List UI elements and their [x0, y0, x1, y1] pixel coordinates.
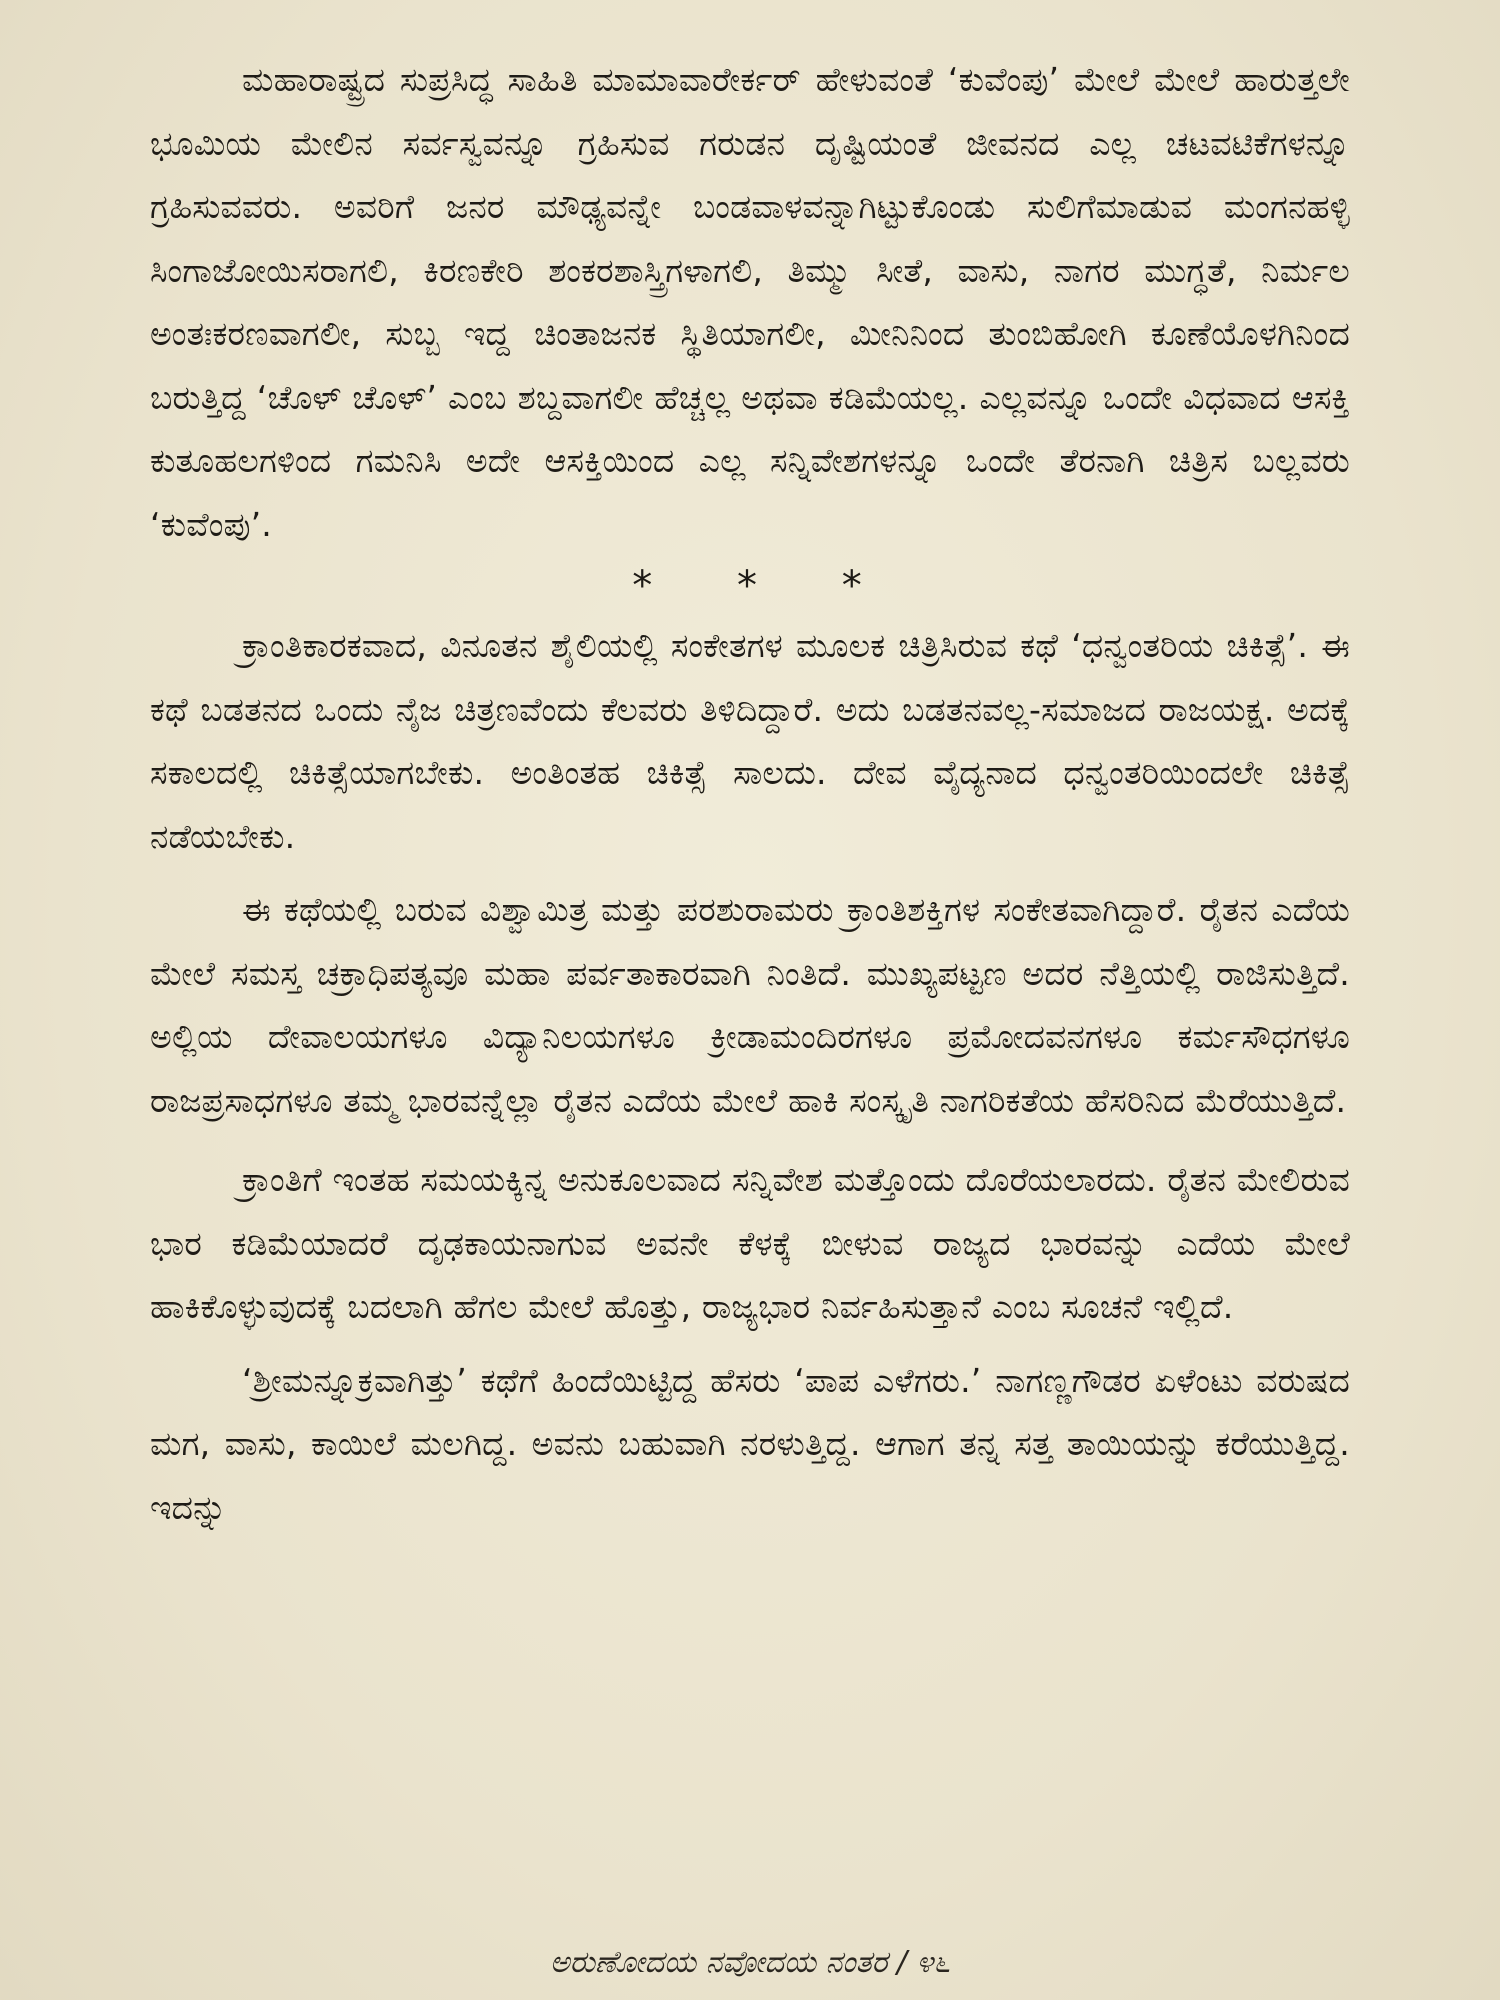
paragraph-4: ಕ್ರಾಂತಿಗೆ ಇಂತಹ ಸಮಯಕ್ಕಿನ್ನ ಅನುಕೂಲವಾದ ಸನ್ನಿವೇಶ ಮತ್ತೊಂದು ದೊರೆಯಲಾರದು. ರೈತನ ಮೇಲಿರುವ ಭಾರ ಕಡಿಮೆಯಾದರೆ ದೃಢಕಾಯನಾಗುವ ಅವನೇ ಕೆಳಕ್ಕೆ ಬೀಳುವ ರಾಜ್ಯದ ಭಾರವನ್ನು ಎದೆಯ ಮೇಲೆ ಹಾಕಿಕೊಳ್ಳುವುದಕ್ಕೆ ಬದಲಾಗಿ ಹೆಗಲ ಮೇಲೆ ಹೊತ್ತು, ರಾಜ್ಯಭಾರ ನಿರ್ವಹಿಸುತ್ತಾನೆ ಎಂಬ ಸೂಚನೆ ಇಲ್ಲಿದೆ. — [150, 1160, 1350, 1326]
body-text — [150, 48, 1350, 1539]
section-separator: * * * — [632, 563, 898, 609]
paragraph-1: ಮಹಾರಾಷ್ಟ್ರದ ಸುಪ್ರಸಿದ್ಧ ಸಾಹಿತಿ ಮಾಮಾವಾರೇರ್ಕರ್ ಹೇಳುವಂತೆ ‘ಕುವೆಂಪು’ ಮೇಲೆ ಮೇಲೆ ಹಾರುತ್ತಲೇ ಭೂಮಿಯ ಮೇಲಿನ ಸರ್ವಸ್ವವನ್ನೂ ಗ್ರಹಿಸುವ ಗರುಡನ ದೃಷ್ಟಿಯಂತೆ ಜೀವನದ ಎಲ್ಲ ಚಟವಟಿಕೆಗಳನ್ನೂ ಗ್ರಹಿಸುವವರು. ಅವರಿಗೆ ಜನರ ಮೌಢ್ಯವನ್ನೇ ಬಂಡವಾಳವನ್ನಾಗಿಟ್ಟುಕೊಂಡು ಸುಲಿಗೆಮಾಡುವ ಮಂಗನಹಳ್ಳಿ ಸಿಂಗಾಜೋಯಿಸರಾಗಲಿ, ಕಿರಣಕೇರಿ ಶಂಕರಶಾಸ್ತ್ರಿಗಳಾಗಲಿ, ತಿಮ್ಮು ಸೀತೆ, ವಾಸು, ನಾಗರ ಮುಗ್ಧತೆ, ನಿರ್ಮಲ ಅಂತಃಕರಣವಾಗಲೀ, ಸುಬ್ಬ ಇದ್ದ ಚಿಂತಾಜನಕ ಸ್ಥಿತಿಯಾಗಲೀ, ಮೀನಿನಿಂದ ತುಂಬಿಹೋಗಿ ಕೂಣೆಯೊಳಗಿನಿಂದ ಬರುತ್ತಿದ್ದ ‘ಚೊಳ್ ಚೊಳ್’ ಎಂಬ ಶಬ್ದವಾಗಲೀ ಹೆಚ್ಚಲ್ಲ ಅಥವಾ ಕಡಿಮೆಯಲ್ಲ. ಎಲ್ಲವನ್ನೂ ಒಂದೇ ವಿಧವಾದ ಆಸಕ್ತಿ ಕುತೂಹಲಗಳಿಂದ ಗಮನಿಸಿ ಅದೇ ಆಸಕ್ತಿಯಿಂದ ಎಲ್ಲ ಸನ್ನಿವೇಶಗಳನ್ನೂ ಒಂದೇ ತೆರನಾಗಿ ಚಿತ್ರಿಸ ಬಲ್ಲವರು ‘ಕುವೆಂಪು’. — [150, 60, 1350, 544]
page-footer: ಅರುಣೋದಯ ನವೋದಯ ನಂತರ / ೪೬ — [549, 1945, 951, 1980]
paragraph-3: ಈ ಕಥೆಯಲ್ಲಿ ಬರುವ ವಿಶ್ವಾಮಿತ್ರ ಮತ್ತು ಪರಶುರಾಮರು ಕ್ರಾಂತಿಶಕ್ತಿಗಳ ಸಂಕೇತವಾಗಿದ್ದಾರೆ. ರೈತನ ಎದೆಯ ಮೇಲೆ ಸಮಸ್ತ ಚಕ್ರಾಧಿಪತ್ಯವೂ ಮಹಾ ಪರ್ವತಾಕಾರವಾಗಿ ನಿಂತಿದೆ. ಮುಖ್ಯಪಟ್ಟಣ ಅದರ ನೆತ್ತಿಯಲ್ಲಿ ರಾಜಿಸುತ್ತಿದೆ. ಅಲ್ಲಿಯ ದೇವಾಲಯಗಳೂ ವಿದ್ಯಾನಿಲಯಗಳೂ ಕ್ರೀಡಾಮಂದಿರಗಳೂ ಪ್ರಮೋದವನಗಳೂ ಕರ್ಮಸೌಧಗಳೂ ರಾಜಪ್ರಸಾಧಗಳೂ ತಮ್ಮ ಭಾರವನ್ನೆಲ್ಲಾ ರೈತನ ಎದೆಯ ಮೇಲೆ ಹಾಕಿ ಸಂಸ್ಕೃತಿ ನಾಗರಿಕತೆಯ ಹೆಸರಿನಿದ ಮೆರೆಯುತ್ತಿದೆ. — [150, 890, 1350, 1120]
paragraph-5: ‘ಶ್ರೀಮನ್ನೂಕ್ರವಾಗಿತ್ತು’ ಕಥೆಗೆ ಹಿಂದೆಯಿಟ್ಟಿದ್ದ ಹೆಸರು ‘ಪಾಪ ಎಳೆಗರು.’ ನಾಗಣ್ಣಗೌಡರ ಏಳೆಂಟು ವರುಷದ ಮಗ, ವಾಸು, ಕಾಯಿಲೆ ಮಲಗಿದ್ದ. ಅವನು ಬಹುವಾಗಿ ನರಳುತ್ತಿದ್ದ. ಆಗಾಗ ತನ್ನ ಸತ್ತ ತಾಯಿಯನ್ನು ಕರೆಯುತ್ತಿದ್ದ. ಇದನ್ನು — [150, 1360, 1350, 1527]
paragraph-2: ಕ್ರಾಂತಿಕಾರಕವಾದ, ವಿನೂತನ ಶೈಲಿಯಲ್ಲಿ ಸಂಕೇತಗಳ ಮೂಲಕ ಚಿತ್ರಿಸಿರುವ ಕಥೆ ‘ಧನ್ವಂತರಿಯ ಚಿಕಿತ್ಸೆ’. ಈ ಕಥೆ ಬಡತನದ ಒಂದು ನೈಜ ಚಿತ್ರಣವೆಂದು ಕೆಲವರು ತಿಳಿದಿದ್ದಾರೆ. ಅದು ಬಡತನವಲ್ಲ-ಸಮಾಜದ ರಾಜಯಕ್ಷ. ಅದಕ್ಕೆ ಸಕಾಲದಲ್ಲಿ ಚಿಕಿತ್ಸೆಯಾಗಬೇಕು. ಅಂತಿಂತಹ ಚಿಕಿತ್ಸೆ ಸಾಲದು. ದೇವ ವೈದ್ಯನಾದ ಧನ್ವಂತರಿಯಿಂದಲೇ ಚಿಕಿತ್ಸೆ ನಡೆಯಬೇಕು. — [150, 626, 1350, 856]
